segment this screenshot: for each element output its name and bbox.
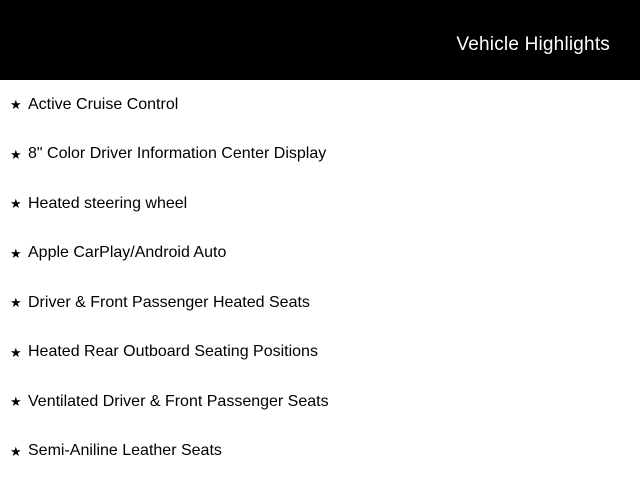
list-item	[0, 427, 640, 477]
star-icon: ★	[10, 295, 22, 311]
list-item	[0, 278, 640, 328]
highlight-label: Apple CarPlay/Android Auto	[28, 244, 227, 262]
star-icon: ★	[10, 245, 22, 261]
header-bar	[0, 0, 640, 80]
list-item	[0, 328, 640, 378]
highlight-label: Semi-Aniline Leather Seats	[28, 442, 222, 460]
page-title: Vehicle Highlights	[456, 33, 610, 55]
star-icon: ★	[10, 97, 22, 113]
list-item	[0, 179, 640, 229]
highlight-label: Active Cruise Control	[28, 95, 179, 113]
star-icon: ★	[10, 146, 22, 162]
highlight-label: Heated steering wheel	[28, 194, 188, 212]
list-item	[0, 377, 640, 427]
star-icon: ★	[10, 443, 22, 459]
star-icon: ★	[10, 196, 22, 212]
highlight-label: 8" Color Driver Information Center Display	[28, 145, 327, 163]
highlight-label: Driver & Front Passenger Heated Seats	[28, 293, 310, 311]
vehicle-highlights-list	[0, 80, 640, 476]
list-item	[0, 80, 640, 130]
star-icon: ★	[10, 394, 22, 410]
star-icon: ★	[10, 344, 22, 360]
list-item	[0, 130, 640, 180]
highlight-label: Ventilated Driver & Front Passenger Seats	[28, 392, 329, 410]
highlight-label: Heated Rear Outboard Seating Positions	[28, 343, 318, 361]
list-item	[0, 229, 640, 279]
